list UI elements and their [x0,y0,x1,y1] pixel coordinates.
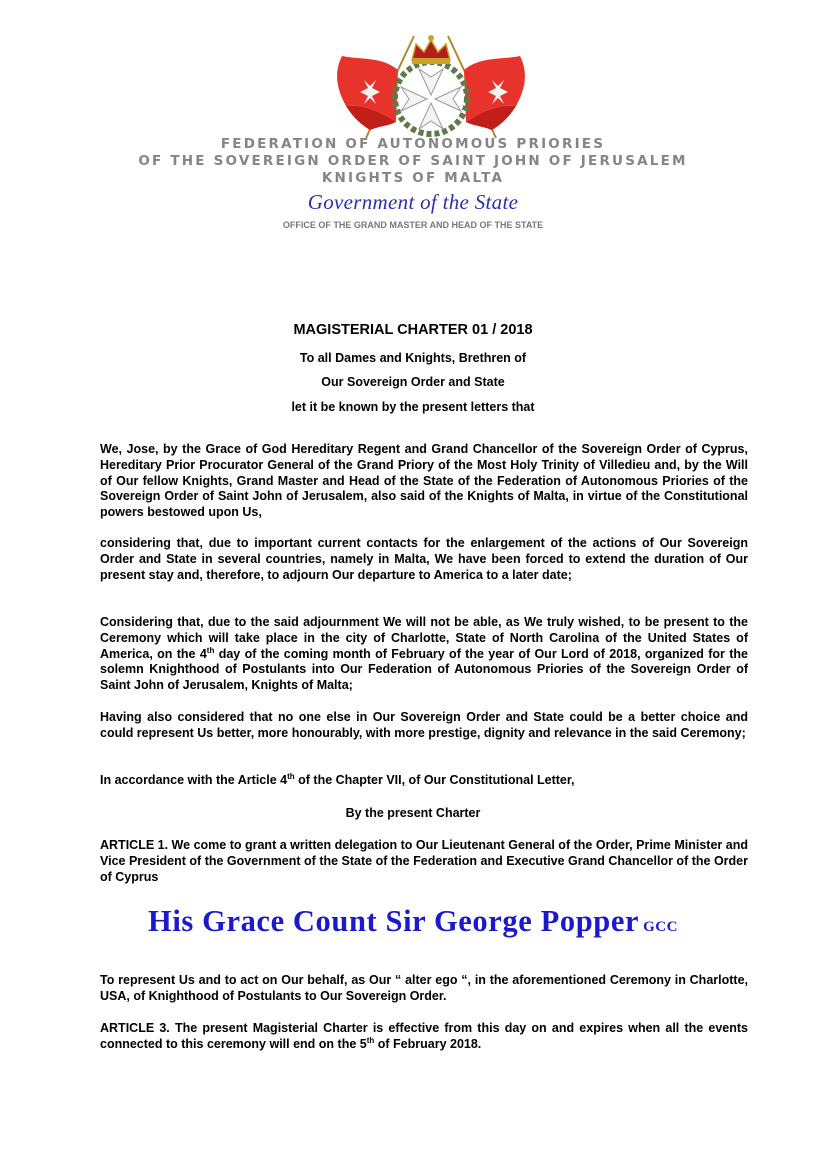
paragraph-considering-3: Having also considered that no one else in Our Sovereign Order and State could be a better choice and could represent Us better, more honourably, with more prestige, dignity and relevance in the said Ceremony; [100,710,748,740]
charter-title: MAGISTERIAL CHARTER 01 / 2018 [293,322,533,338]
maltese-cross-crest-icon [326,26,536,140]
paragraph-considering-2: Considering that, due to the said adjournment We will not be able, as We truly wished, to be present to the Ceremony which will take place in the city of Charlotte, State of North Carolina of the United States of America, on the 4th day of the coming month of February of the year of Our Lord of 2018, organized for the solemn Knighthood of Postulants into Our Federation of Autonomous Priories of the Sovereign Order of Saint John of Jerusalem, Knights of Malta; [100,615,748,693]
government-script-title: Government of the State [307,190,519,214]
header-line-3: KNIGHTS OF MALTA [321,170,505,186]
honoree-postnominal: GCC [643,919,678,935]
article-1: ARTICLE 1. We come to grant a written delegation to Our Lieutenant General of the Order, Prime Minister and Vice President of the Government of the State of the Federation and Executive Grand Chancellor of the Order of Cyprus [100,838,748,884]
office-subtitle: OFFICE OF THE GRAND MASTER AND HEAD OF THE STATE [282,220,544,230]
header-line-1: FEDERATION OF AUTONOMOUS PRIORIES [220,136,606,152]
address-line-2: Our Sovereign Order and State [321,375,505,389]
by-present-charter: By the present Charter [345,806,481,820]
honoree-name: His Grace Count Sir George Popper GCC [148,904,678,938]
address-line-1: To all Dames and Knights, Brethren of [299,351,527,365]
paragraph-represent: To represent Us and to act on Our behalf, as Our “ alter ego “, in the aforementioned Ceremony in Charlotte, USA, of Knighthood of Postulants to Our Sovereign Order. [100,973,748,1003]
paragraph-considering-1: considering that, due to important current contacts for the enlargement of the actions of Our Sovereign Order and State in several countries, namely in Malta, We have been forced to extend the duration of Our present stay and, therefore, to adjourn Our departure to America to a later date; [100,536,748,582]
paragraph-preamble: We, Jose, by the Grace of God Hereditary Regent and Grand Chancellor of the Sovereign Order of Cyprus, Hereditary Prior Procurator General of the Grand Priory of the Most Holy Trinity of Villedieu and, by the Will of Our fellow Knights, Grand Master and Head of the State of the Federation of Autonomous Priories of the Sovereign Order of Saint John of Jerusalem, also said of the Knights of Malta, in virtue of the Constitutional powers bestowed upon Us, [100,442,748,520]
address-line-3: let it be known by the present letters that [291,400,535,414]
paragraph-accordance: In accordance with the Article 4th of the Chapter VII, of Our Constitutional Letter, [100,771,575,787]
article-3: ARTICLE 3. The present Magisterial Charter is effective from this day on and expires when all the events connected to this ceremony will end on the 5th of February 2018. [100,1021,748,1051]
header-line-2: OF THE SOVEREIGN ORDER OF SAINT JOHN OF JERUSALEM [138,153,688,169]
